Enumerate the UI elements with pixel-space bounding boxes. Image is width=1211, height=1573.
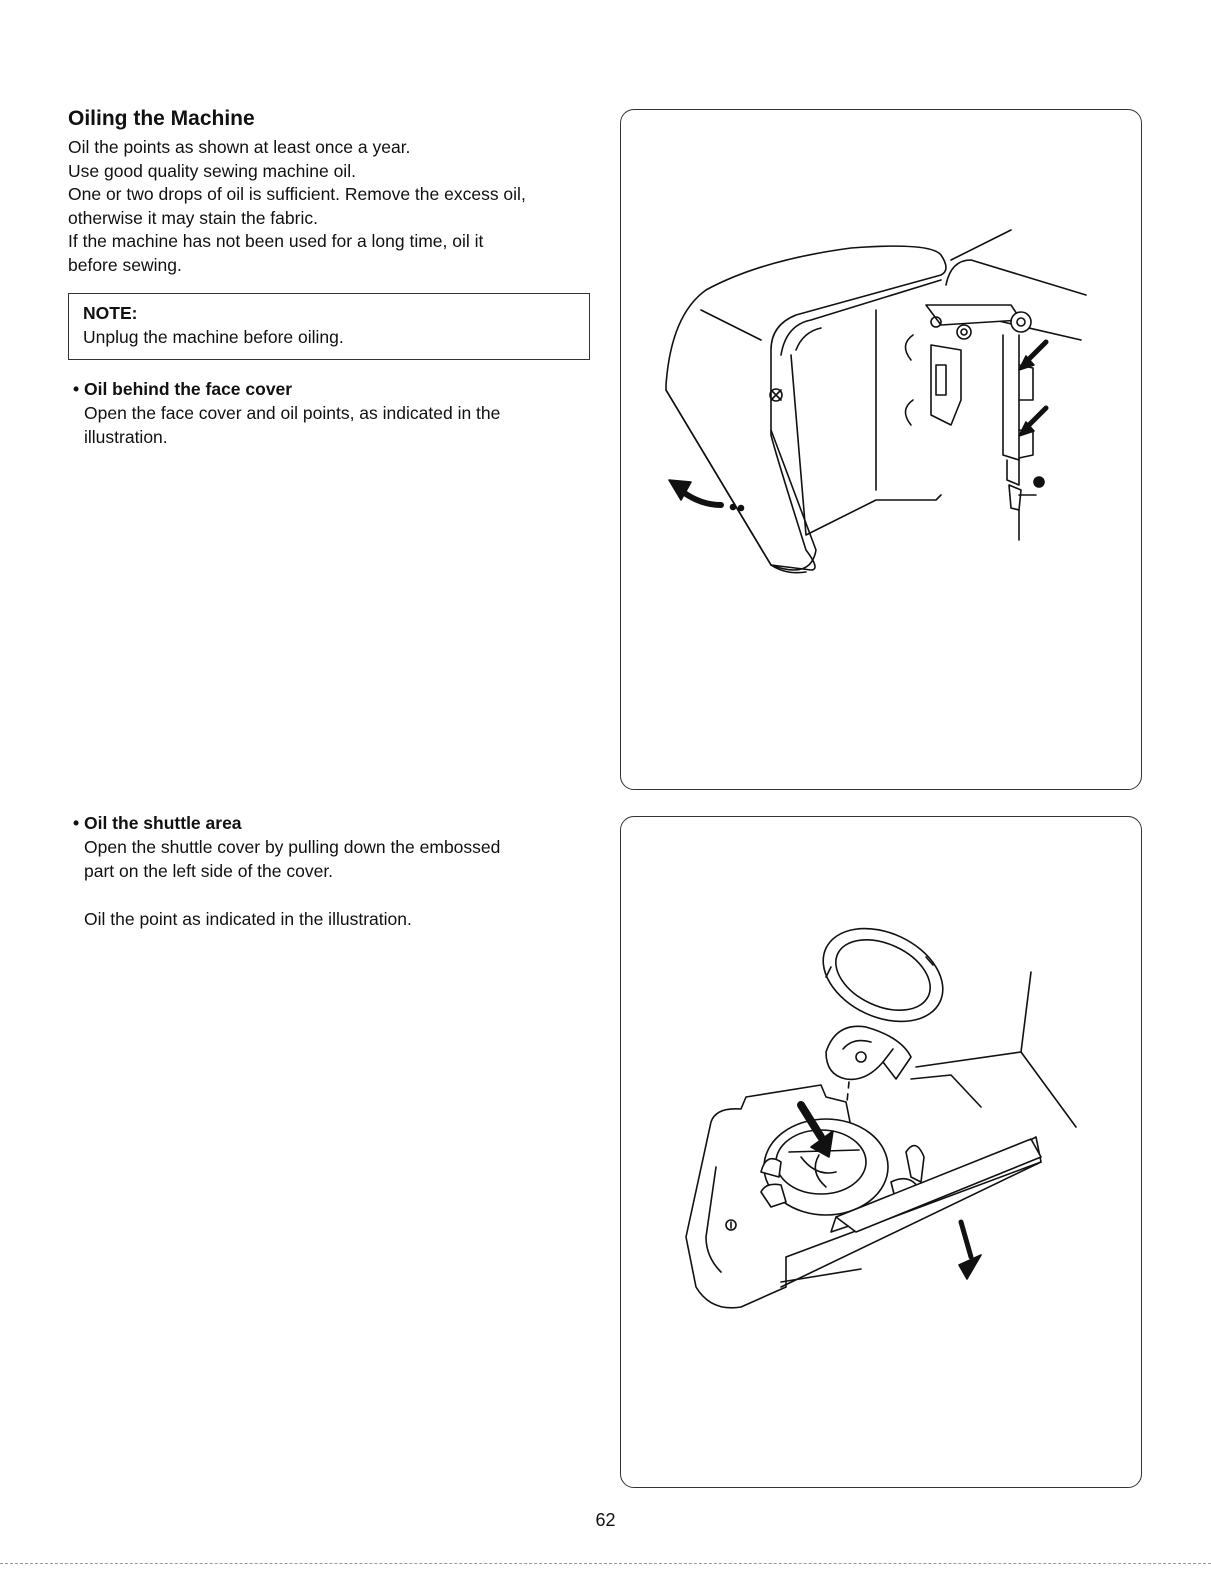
section-face-cover xyxy=(73,377,603,449)
section-line: Open the shuttle cover by pulling down the embossed xyxy=(84,837,501,857)
intro-line: One or two drops of oil is sufficient. Remove the excess oil, xyxy=(68,184,526,205)
section-shuttle-area xyxy=(73,811,603,931)
note-label: NOTE: xyxy=(83,303,138,323)
section-line: Open the face cover and oil points, as indicated in the xyxy=(84,403,501,423)
face-cover-illustration xyxy=(620,109,1142,790)
intro-line: Use good quality sewing machine oil. xyxy=(68,160,356,181)
intro-line: If the machine has not been used for a long time, oil it xyxy=(68,231,484,252)
section-heading: • Oil behind the face cover xyxy=(73,379,293,399)
shuttle-area-illustration xyxy=(620,816,1142,1488)
page-number: 62 xyxy=(595,1510,616,1530)
note-text: Unplug the machine before oiling. xyxy=(83,327,344,347)
section-line: illustration. xyxy=(84,427,168,447)
section-line: Oil the point as indicated in the illustration. xyxy=(84,909,412,929)
note-box xyxy=(68,293,590,360)
page-title: Oiling the Machine xyxy=(68,107,255,130)
section-heading: • Oil the shuttle area xyxy=(73,813,242,833)
intro-line: otherwise it may stain the fabric. xyxy=(68,207,318,228)
intro-line: Oil the points as shown at least once a year. xyxy=(68,137,411,157)
intro-paragraph xyxy=(68,136,598,278)
bottom-rule xyxy=(0,1563,1211,1564)
section-line: part on the left side of the cover. xyxy=(84,861,334,881)
intro-line: before sewing. xyxy=(68,254,182,275)
